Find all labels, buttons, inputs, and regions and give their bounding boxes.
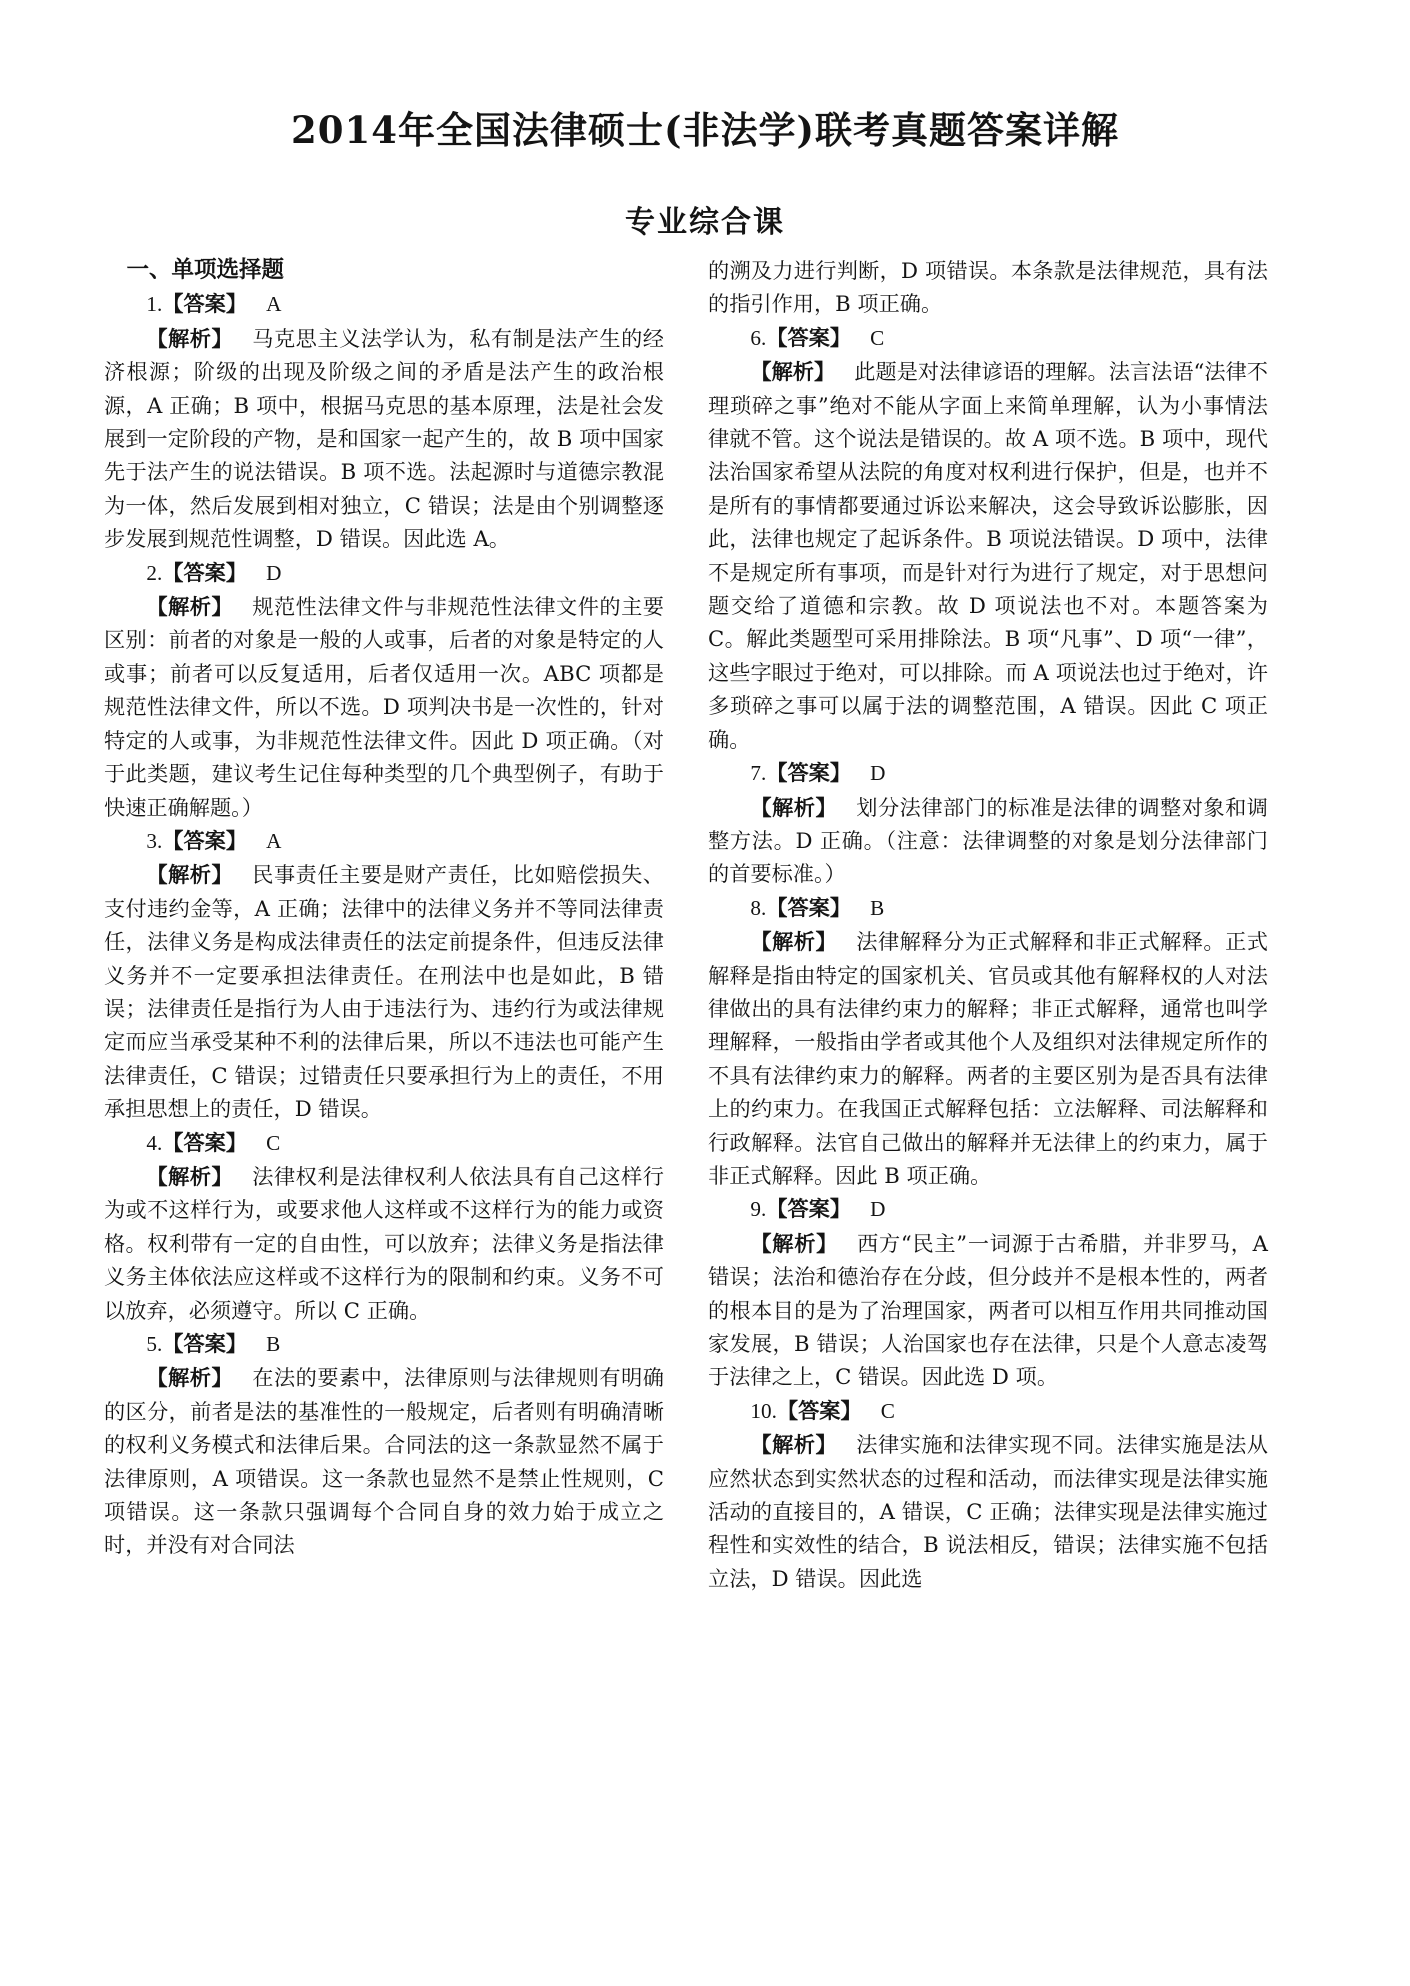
right-answer-list [708,321,1268,1595]
analysis-text: 法律解释分为正式解释和非正式解释。正式解释是指由特定的国家机关、官员或其他有解释权的人对法律做出的具有法律约束力的解释；非正式解释，通常也叫学理解释，一般指由学者或其他个人及组织对法律规定所作的不具有法律约束力的解释。两者的主要区别为是否具有法律上的约束力。在我国正式解释包括：立法解释、司法解释和行政解释。法官自己做出的解释并无法律上的约束力，属于非正式解释。因此 B 项正确。 [708,929,1268,1188]
analysis-paragraph [104,322,664,556]
question-number: 10. [750,1398,777,1423]
answer-line [104,287,664,321]
analysis-keyword: 【解析】 [750,1432,838,1458]
analysis-keyword: 【解析】 [146,1163,234,1189]
analysis-text: 民事责任主要是财产责任，比如赔偿损失、支付违约金等，A 正确；法律中的法律义务并不等同法律责任，法律义务是构成法律责任的法定前提条件，但违反法律义务并不一定要承担法律责任。在刑法中也是如此，B 错误；法律责任是指行为人由于违法行为、违约行为或法律规定而应当承受某种不利的法律后果，所以不违法也可能产生法律责任，C 错误；过错责任只要承担行为上的责任，不用承担思想上的责任，D 错误。 [104,862,664,1122]
analysis-text: 西方“民主”一词源于古希腊，并非罗马，A 错误；法治和德治存在分歧，但分歧并不是根本性的，两者的根本目的是为了治理国家，两者可以相互作用共同推动国家发展，B 错误；人治国家也存在法律，只是个人意志凌驾于法律之上，C 错误。因此选 D 项。 [708,1230,1268,1390]
answer-line [708,321,1268,355]
answer-value: B [266,1332,281,1356]
analysis-text: 马克思主义法学认为，私有制是法产生的经济根源；阶级的出现及阶级之间的矛盾是法产生的政治根源，A 正确；B 项中，根据马克思的基本原理，法是社会发展到一定阶段的产物，是和国家一起产生的，故 B 项中国家先于法产生的说法错误。B 项不选。法起源时与道德宗教混为一体，然后发展到相对独立，C 错误；法是由个别调整逐步发展到规范性调整，D 错误。因此选 A。 [104,325,664,552]
answer-line [104,1126,664,1160]
question-number: 5. [146,1332,163,1356]
analysis-keyword: 【解析】 [146,1365,234,1391]
analysis-text: 划分法律部门的标准是法律的调整对象和调整方法。D 正确。（注意：法律调整的对象是划分法律部门的首要标准。） [708,794,1268,887]
answer-line [708,1394,1268,1428]
answer-keyword: 【答案】 [766,324,852,350]
answer-value: C [870,325,885,350]
analysis-text: 法律实施和法律实现不同。法律实施是法从应然状态到实然状态的过程和活动，而法律实现是法律实施活动的直接目的，A 错误，C 正确；法律实现是法律实施过程性和实效性的结合，B 说法相反，错误；法律实施不包括立法，D 错误。因此选 [708,1432,1268,1591]
answer-value: C [266,1130,281,1155]
analysis-text: 规范性法律文件与非规范性法律文件的主要区别：前者的对象是一般的人或事，后者的对象是特定的人或事；前者可以反复适用，后者仅适用一次。ABC 项都是规范性法律文件，所以不选。D 项判决书是一次性的，针对特定的人或事，为非规范性法律文件。因此 D 项正确。（对于此类题，建议考生记住每种类型的几个典型例子，有助于快速正确解题。） [104,594,664,820]
question-number: 1. [146,292,163,317]
answer-keyword: 【答案】 [162,827,248,853]
answer-line [104,1327,664,1361]
answer-keyword: 【答案】 [162,1331,248,1356]
question-number: 4. [146,1130,163,1155]
answer-value: A [266,828,282,853]
analysis-keyword: 【解析】 [146,325,234,351]
analysis-paragraph [104,1361,664,1561]
analysis-keyword: 【解析】 [750,794,838,820]
question-number: 7. [750,761,767,786]
answer-keyword: 【答案】 [766,894,852,920]
question-number: 6. [750,325,767,350]
analysis-keyword: 【解析】 [750,359,836,385]
section-heading: 一、单项选择题 [126,257,285,283]
analysis-paragraph [104,858,664,1125]
analysis-keyword: 【解析】 [146,594,234,620]
question-number: 2. [146,560,163,585]
answer-value: D [870,761,886,786]
right-column [708,254,1268,1595]
question-number: 9. [750,1197,767,1222]
analysis-paragraph [708,791,1268,891]
answer-keyword: 【答案】 [766,1196,852,1222]
analysis-keyword: 【解析】 [750,1230,839,1256]
answer-line [708,1192,1268,1226]
answer-value: B [870,895,885,920]
answer-line [104,824,664,858]
answer-value: A [266,292,282,317]
answer-keyword: 【答案】 [162,559,248,585]
page-subtitle: 专业综合课 [625,205,785,240]
answer-keyword: 【答案】 [766,760,852,786]
question-number: 3. [146,828,163,853]
analysis-text: 法律权利是法律权利人依法具有自己这样行为或不这样行为，或要求他人这样或不这样行为的能力或资格。权利带有一定的自由性，可以放弃；法律义务是指法律义务主体依法应这样或不这样行为的限制和约束。义务不可以放弃，必须遵守。所以 C 正确。 [104,1163,664,1323]
answer-value: D [266,560,282,585]
analysis-paragraph [708,1428,1268,1595]
analysis-text: 在法的要素中，法律原则与法律规则有明确的区分，前者是法的基准性的一般规定，后者则有明确清晰的权利义务模式和法律后果。合同法的这一条款显然不属于法律原则，A 项错误。这一条款也显然不是禁止性规则，C 项错误。这一条款只强调每个合同自身的效力始于成立之时，并没有对合同法 [104,1365,664,1558]
left-answer-list [104,287,664,1561]
left-column [104,254,664,1562]
answer-value: D [870,1197,886,1222]
answer-line [708,891,1268,925]
answer-keyword: 【答案】 [162,291,248,317]
analysis-paragraph [708,355,1268,756]
analysis-paragraph [104,1160,664,1327]
question-number: 8. [750,895,767,920]
analysis-paragraph [708,925,1268,1192]
answer-value: C [880,1398,895,1423]
analysis-paragraph [708,1227,1268,1394]
page-title: 2014年全国法律硕士(非法学)联考真题答案详解 [291,108,1119,152]
continuation-paragraph: 的溯及力进行判断，D 项错误。本条款是法律规范，具有法的指引作用，B 项正确。 [708,258,1268,317]
analysis-keyword: 【解析】 [146,862,234,888]
answer-keyword: 【答案】 [776,1397,862,1423]
analysis-paragraph [104,590,664,824]
answer-keyword: 【答案】 [162,1129,248,1155]
answer-line [708,756,1268,790]
analysis-text: 此题是对法律谚语的理解。法言法语“法律不理琐碎之事”绝对不能从字面上来简单理解，认为小事情法律就不管。这个说法是错误的。故 A 项不选。B 项中，现代法治国家希望从法院的角度对权利进行保护，但是，也并不是所有的事情都要通过诉讼来解决，这会导致诉讼膨胀，因此，法律也规定了起诉条件。B 项说法错误。D 项中，法律不是规定所有事项，而是针对行为进行了规定，对于思想问题交给了道德和宗教。故 D 项说法也不对。本题答案为 C。解此类题型可采用排除法。B 项“凡事”、D 项“一律”，这些字眼过于绝对，可以排除。而 A 项说法也过于绝对，许多琐碎之事可以属于法的调整范围，A 错误。因此 C 项正确。 [708,359,1268,752]
answer-line [104,556,664,590]
analysis-keyword: 【解析】 [750,929,838,955]
